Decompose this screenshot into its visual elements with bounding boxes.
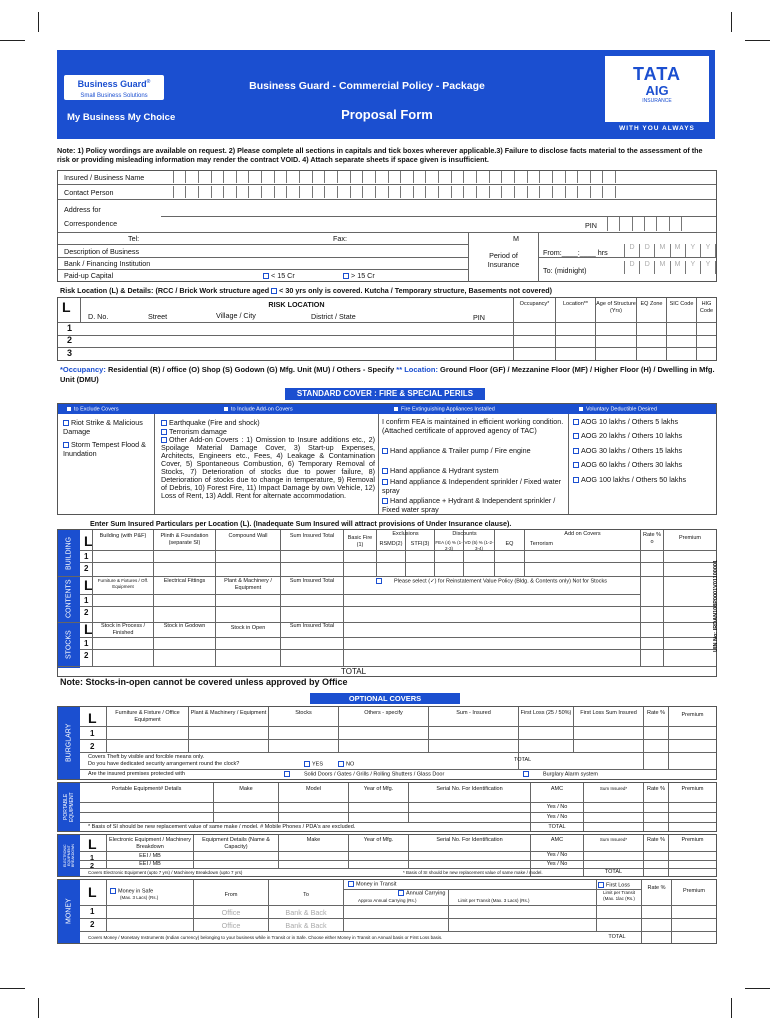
tata-aig-logo: TATA AIG INSURANCE WITH YOU ALWAYS xyxy=(605,56,709,136)
security-no[interactable]: NO xyxy=(338,761,354,768)
tel-label: Tel: xyxy=(128,234,140,243)
to-label: To: (midnight) xyxy=(543,266,587,275)
crop-mark xyxy=(745,988,770,989)
fax-label: Fax: xyxy=(333,234,347,243)
crop-mark xyxy=(38,998,39,1018)
address-label: Address for xyxy=(64,205,101,214)
proposer-section xyxy=(57,170,717,282)
from-label: From:____:____ hrs xyxy=(543,248,608,257)
description-label: Description of Business xyxy=(64,247,140,256)
reinstatement-checkbox[interactable]: Please select (✓) for Reinstatement Value Policy (Bldg. & Contents only) Not for Stocks xyxy=(376,578,638,585)
crop-mark xyxy=(745,40,770,41)
paidup-gt15[interactable]: > 15 Cr xyxy=(343,271,375,280)
contact-char-grid[interactable] xyxy=(161,186,616,198)
occupancy-note: *Occupancy: Residential (R) / office (O) Shop (S) Godown (G) Mfg. Unit (MU) / Others - Specify ** Location: Ground Floor (GF) / Mezzanine Floor (MF) / Higher Floor (H) / Dwelling in Mfg. Unit (DMU) xyxy=(60,365,715,384)
sum-insured-section: BUILDING CONTENTS STOCKS L L L 1 2 1 2 1 2 Building (with P&F) Plinth & Foundation (separate SI) Compound Wall Sum Insured Total Basic Fire (1) Exclusions Discounts RSMD(2) STFI(3) FEA (4) % (1-2-3) VD (5) % (1-2-3-4) EQ Add on Covers Terrorism Rate % o Premium Furniture & Fixtures / Off. Equipment Electrical Fittings Plant & Machinery / Equipment Sum Insured Total Please select (✓) for Reinstatement Value Policy (Bldg. & Contents only) Not for Stocks Stock in Process / Finished Stock in Godown Stock in Open Sum Insured Total TOTAL xyxy=(57,529,717,677)
crop-mark xyxy=(38,12,39,32)
crop-mark xyxy=(0,988,25,989)
form-header xyxy=(57,50,715,139)
header-slogan: My Business My Choice xyxy=(67,112,176,123)
burglary-section: BURGLARY L 1 2 Furniture & Fixture / Office Equipment Plant & Machinery / Equipment Stocks Others - specify Sum - Insured First Loss (25 / 50%) First Loss Sum Insured Rate % Premium Covers Theft by visible and forcible means only. Do you have dedicated security arrangement round the clock? YES NO TOTAL Are the insured premises protected with Solid Doors / Gates / Grills / Rolling Shutters / Glass Door Burglary Alarm system xyxy=(57,706,717,780)
business-guard-logo: Business Guard® Small Business Solutions xyxy=(64,75,164,100)
crop-mark xyxy=(0,40,25,41)
uin-number: UIN No: IRDAN108P0001V01100001 xyxy=(713,560,719,653)
mobile-label: M xyxy=(513,234,519,243)
portable-equipment-section: PORTABLE EQUIPMENT Portable Equipment# Details Make Model Year of Mfg. Serial No. For Identification AMC Sum Insured* Rate % Premium Yes / No Yes / No * Basis of SI should be new replacement value of same make / model. # Mobile Phones / PDA's are excluded. TOTAL xyxy=(57,782,717,832)
security-yes[interactable]: YES xyxy=(304,761,323,768)
form-name: Proposal Form xyxy=(341,107,433,122)
crop-mark xyxy=(731,998,732,1018)
paidup-label: Paid-up Capital xyxy=(64,271,114,280)
instructions-note: Note: 1) Policy wordings are available on request. 2) Please complete all sections in capitals and tick boxes wherever applicable.3) Failure to disclose facts material to the assessment of the risk or providing misleading information may render the contract VOID. 4) Attach separate sheets if space given is insufficient. xyxy=(57,146,703,164)
optional-covers-bar: OPTIONAL COVERS xyxy=(310,693,460,704)
standard-cover-bar: STANDARD COVER : FIRE & SPECIAL PERILS xyxy=(285,388,485,400)
pin-field[interactable] xyxy=(607,217,682,231)
electronic-equipment-section: ELECTRONIC EQUIPMENT BREAKDOWN L 1 2 Electronic Equipment / Machinery Breakdown Equipment Details (Name & Capacity) Make Year of Mfg. Serial No. For Identification AMC Sum Insured* Rate % Premium EEI / MB EEI / MB Yes / No Yes / No Covers Electronic Equipment (upto 7 yrs) / Machinery Breakdown (upto 7 yrs) * Basis of SI should be new replacement value of same make / model. TOTAL xyxy=(57,834,717,877)
contact-person-label: Contact Person xyxy=(64,188,114,197)
pin-label: PIN xyxy=(585,221,597,230)
sum-insured-title: Enter Sum Insured Particulars per Location (L). (Inadequate Sum Insured will attract provisions of Under Insurance clause). xyxy=(90,519,512,528)
risk-location-table: L RISK LOCATION D. No. Street Village / City District / State PIN Occupancy* Location** Age of Structure (Yrs) EQ Zone SIC Code HIG Code 1 2 3 xyxy=(57,297,717,361)
standard-cover-section: to Exclude Covers to Include Add-on Covers Fire Extinguishing Appliances Installed Voluntary Deductible Desired Riot Strike & Malicious Damage Storm Tempest Flood & Inundation Earthquake (Fire and shock) Terrorism damage Other Add-on Covers : 1) Omission to Insure additions etc., 2) Spoilage Material Damage Cover, 3) Start-up Expenses, Architects, Engineers etc., Fees, 4) Leakage & Contamination Cover, 5) Spontaneous Combustion, 6) Temporary Removal of Stocks, 7) Deterioration of stocks due to power failure, 8) Deterioration of stocks due to change in temperature, 9) Removal of Debris, 10) Forest Fire, 11) Impact Damage by own Vehicle, 12) Loss of Rent, 13) Addl. Rent for alternate accommodation. I confirm FEA is maintained in efficient working condition. (Attached certificate of approved agency of TAC) Hand appliance & Trailer pump / Fire engine Hand appliance & Hydrant system Hand appliance & Independent sprinkler / Fixed water spray Hand appliance + Hydrant & Independent sprinkler / Fixed water spray AOG 10 lakhs / Others 5 lakhs AOG 20 lakhs / Others 10 lakhs AOG 30 lakhs / Others 15 lakhs AOG 60 lakhs / Others 30 lakhs AOG 100 lakhs / Others 50 lakhs xyxy=(57,403,717,515)
header-title: Business Guard - Commercial Policy - Package xyxy=(249,80,485,92)
to-date-field[interactable]: D D M M Y Y xyxy=(624,261,716,274)
correspondence-label: Correspondence xyxy=(64,219,118,228)
crop-mark xyxy=(731,12,732,32)
risk-details-label: Risk Location (L) & Details: (RCC / Brick Work structure aged < 30 yrs only is covered. Kutcha / Temporary structure, Basements not covered) xyxy=(60,286,553,295)
insured-name-label: Insured / Business Name xyxy=(64,173,145,182)
name-char-grid[interactable] xyxy=(161,171,616,183)
money-section: MONEY L 1 2 Money in Safe (Max. 3 Lacs) (Rs.) From To Money in Transit Annual Carrying Approx Annual Carrying (Rs.) Limit per Transit (Max. 3 Lacs) (Rs.) First Loss Limit per Transit (Max. 1lac (Rs.) Rate % Premium Office Bank & Back Office Bank & Back Covers Money / Monetary Instruments (Indian currency) belonging to your business while in Transit or in Safe. Choose either Money in Transit on Annual basis or First Loss basis. TOTAL xyxy=(57,879,717,944)
from-date-field[interactable]: D D M M Y Y xyxy=(624,244,716,257)
solid-doors-checkbox[interactable]: Solid Doors / Gates / Grills / Rolling Shutters / Glass Door xyxy=(284,771,444,778)
bank-label: Bank / Financing Institution xyxy=(64,259,151,268)
paidup-lt15[interactable]: < 15 Cr xyxy=(263,271,295,280)
stock-note: Note: Stocks-in-open cannot be covered unless approved by Office xyxy=(60,677,348,687)
alarm-checkbox[interactable]: Burglary Alarm system xyxy=(523,771,598,778)
period-label: Period of Insurance xyxy=(487,251,520,269)
